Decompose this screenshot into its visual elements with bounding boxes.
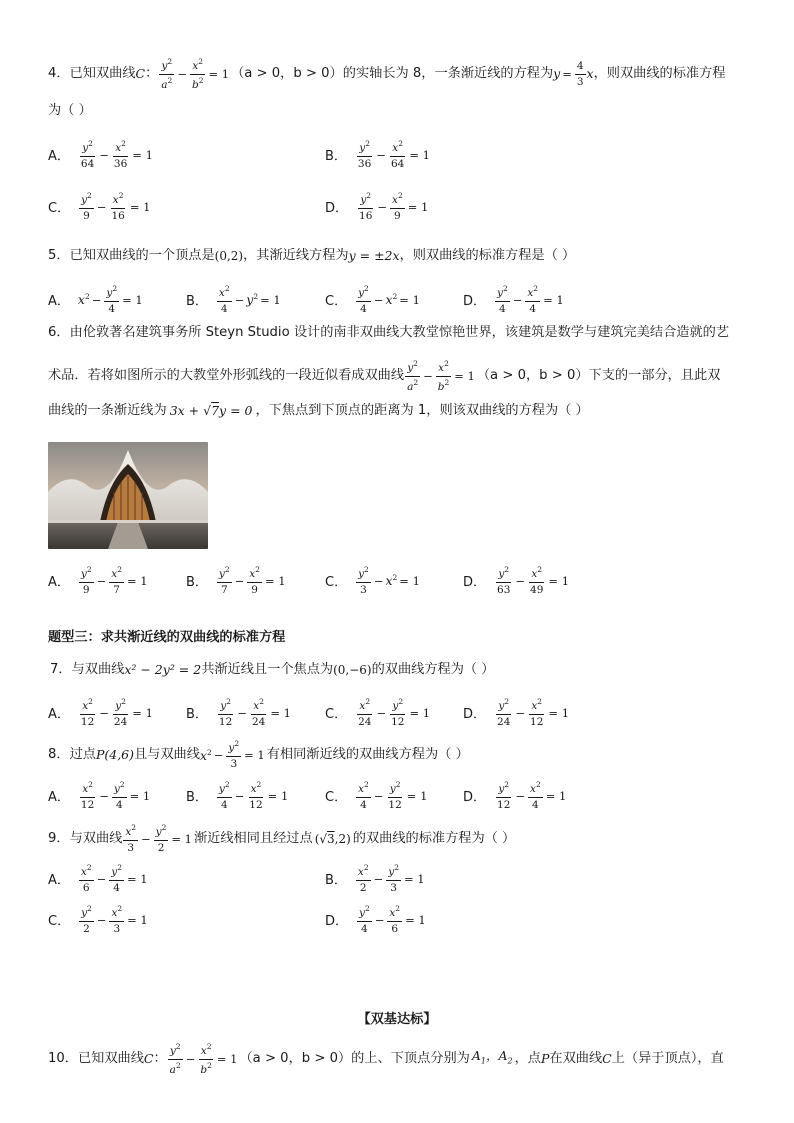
q8-option-b[interactable]: B． $\frac{y^2}{4}$ − $\frac{x^2}{12}$ = 1 xyxy=(186,780,289,811)
section-title: 题型三：求共渐近线的双曲线的标准方程 xyxy=(48,630,286,645)
q6-option-d[interactable]: D． $\frac{y^2}{63}$ − $\frac{x^2}{49}$ = 1 xyxy=(463,565,570,596)
q5-option-a[interactable]: A． $x^2$ − $\frac{y^2}{4}$ = 1 xyxy=(48,284,143,315)
q5-option-c[interactable]: C． $\frac{y^2}{4}$ − $x^2$ = 1 xyxy=(325,284,420,315)
question-6-line-3: 曲线的一条渐近线为 3x + √7y = 0 ，下焦点到下顶点的距离为 1，则该双曲线的方程为（ ） xyxy=(48,403,589,418)
q8-option-c[interactable]: C． $\frac{x^2}{4}$ − $\frac{y^2}{12}$ = 1 xyxy=(325,780,428,811)
question-6-line-2: 术品．若将如图所示的大教堂外形弧线的一段近似看成双曲线 $\frac{y^2}{a^2}$ − $\frac{x^2}{b^2}$ = 1 （a > 0，b > 0）下支的一部分，且此双 xyxy=(48,359,721,393)
cathedral-photo xyxy=(48,442,208,549)
cathedral-image xyxy=(48,442,208,549)
q9-option-b[interactable]: B． $\frac{x^2}{2}$ − $\frac{y^2}{3}$ = 1 xyxy=(325,863,425,894)
q7-option-c[interactable]: C． $\frac{x^2}{24}$ − $\frac{y^2}{12}$ = 1 xyxy=(325,697,431,728)
q6-option-b[interactable]: B． $\frac{y^2}{7}$ − $\frac{x^2}{9}$ = 1 xyxy=(186,565,286,596)
fraction: $\frac{y^2}{a^2}$ xyxy=(161,57,173,91)
q5-option-b[interactable]: B． $\frac{x^2}{4}$ − $y^2$ = 1 xyxy=(186,284,281,315)
question-8-line: 8．过点 P(4,6) 且与双曲线 $x^2$ − $\frac{y^2}{3}$ = 1 有相同渐近线的双曲线方程为（ ） xyxy=(48,739,469,770)
q9-option-d[interactable]: D． $\frac{y^2}{4}$ − $\frac{x^2}{6}$ = 1 xyxy=(325,904,426,935)
q4-option-a[interactable]: A． $\frac{y^2}{64}$ − $\frac{x^2}{36}$ = 1 xyxy=(48,139,153,170)
q4-option-b[interactable]: B． $\frac{y^2}{36}$ − $\frac{x^2}{64}$ = 1 xyxy=(325,139,430,170)
fraction: $\frac{x^2}{b^2}$ xyxy=(191,57,204,91)
q6-option-c[interactable]: C． $\frac{y^2}{3}$ − $x^2$ = 1 xyxy=(325,565,420,596)
q8-option-d[interactable]: D． $\frac{y^2}{12}$ − $\frac{x^2}{4}$ = 1 xyxy=(463,780,567,811)
question-4-line-1: 4．已知双曲线 C ： $\frac{y^2}{a^2}$ − $\frac{x^2}{b^2}$ = 1 （a > 0，b > 0）的实轴长为 8，一条渐近线的方程为 y = $\frac{4}{3}$ x ，则双曲线的标准方程 xyxy=(48,57,726,91)
question-5-line: 5．已知双曲线的一个顶点是 (0,2) ，其渐近线方程为 y = ±2x ，则双曲线的标准方程是（ ） xyxy=(48,248,576,263)
q8-option-a[interactable]: A． $\frac{x^2}{12}$ − $\frac{y^2}{4}$ = 1 xyxy=(48,780,151,811)
question-9-line: 9．与双曲线 $\frac{x^2}{3}$ − $\frac{y^2}{2}$ = 1 渐近线相同且经过点 (√3,2) 的双曲线的标准方程为（ ） xyxy=(48,823,516,854)
fraction: $\frac{4}{3}$ xyxy=(576,60,584,88)
q7-option-a[interactable]: A． $\frac{x^2}{12}$ − $\frac{y^2}{24}$ = 1 xyxy=(48,697,153,728)
q9-option-a[interactable]: A． $\frac{x^2}{6}$ − $\frac{y^2}{4}$ = 1 xyxy=(48,863,148,894)
question-4-line-2: 为（ ） xyxy=(48,103,92,118)
question-6-line-1: 6．由伦敦著名建筑事务所 Steyn Studio 设计的南非双曲线大教堂惊艳世界，该建筑是数学与建筑完美结合造就的艺 xyxy=(48,325,730,340)
q4-option-c[interactable]: C． $\frac{y^2}{9}$ − $\frac{x^2}{16}$ = 1 xyxy=(48,191,151,222)
q6-option-a[interactable]: A． $\frac{y^2}{9}$ − $\frac{x^2}{7}$ = 1 xyxy=(48,565,148,596)
q9-option-c[interactable]: C． $\frac{y^2}{2}$ − $\frac{x^2}{3}$ = 1 xyxy=(48,904,148,935)
q7-option-b[interactable]: B． $\frac{y^2}{12}$ − $\frac{x^2}{24}$ = 1 xyxy=(186,697,291,728)
section-heading: 【双基达标】 xyxy=(357,1012,437,1027)
q4-option-d[interactable]: D． $\frac{y^2}{16}$ − $\frac{x^2}{9}$ = 1 xyxy=(325,191,429,222)
q5-option-d[interactable]: D． $\frac{y^2}{4}$ − $\frac{x^2}{4}$ = 1 xyxy=(463,284,564,315)
question-10-line: 10．已知双曲线 C ： $\frac{y^2}{a^2}$ − $\frac{x^2}{b^2}$ = 1 （a > 0，b > 0）的上、下顶点分别为 $A_1$，$A_2$ ，点 P 在双曲线 C 上（异于顶点），直 xyxy=(48,1042,724,1076)
question-7-line: 7．与双曲线 x² − 2y² = 2 共渐近线且一个焦点为 (0,−6) 的双曲线方程为（ ） xyxy=(50,662,495,677)
q7-option-d[interactable]: D． $\frac{y^2}{24}$ − $\frac{x^2}{12}$ = 1 xyxy=(463,697,570,728)
